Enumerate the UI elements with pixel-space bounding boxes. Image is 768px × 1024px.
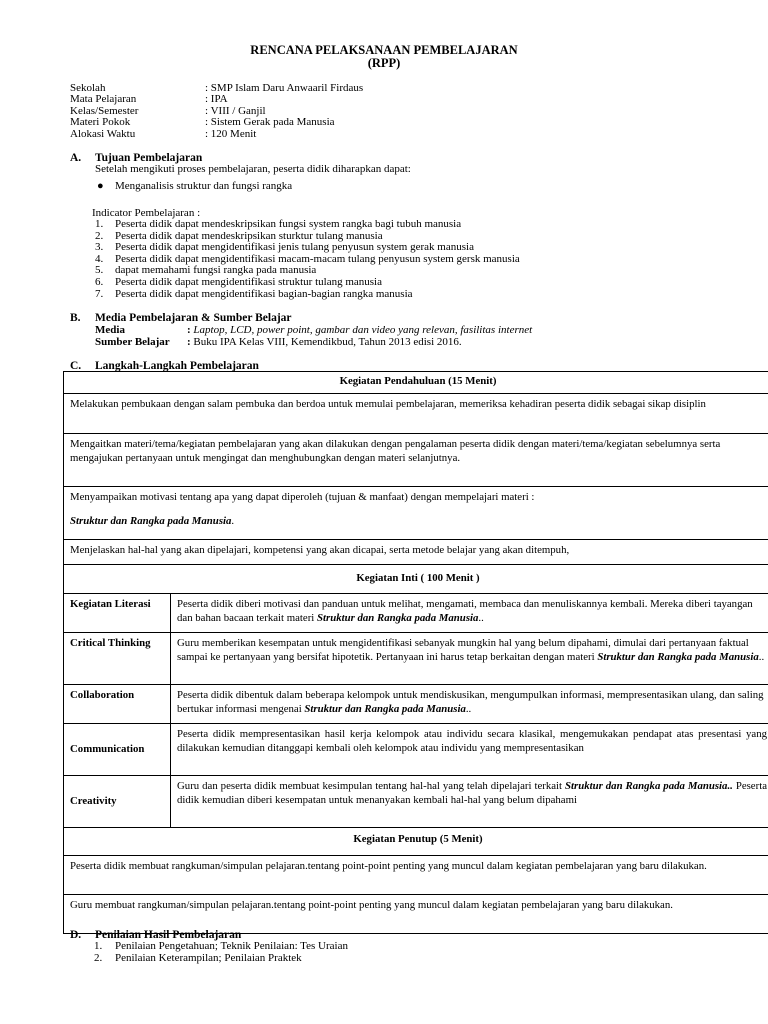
media-row: Media : Laptop, LCD, power point, gambar dan video yang relevan, fasilitas internet — [95, 324, 533, 336]
literasi-label: Kegiatan Literasi — [64, 594, 171, 633]
pendahuluan-step-4: Menjelaskan hal-hal yang akan dipelajari, kompetensi yang akan dicapai, serta metode belajar yang akan ditempuh, — [64, 540, 768, 565]
table-row — [64, 724, 768, 776]
table-row — [64, 372, 768, 394]
table-row — [64, 594, 768, 633]
table-row — [64, 487, 768, 540]
info-row-topic: Materi Pokok : Sistem Gerak pada Manusia — [70, 116, 335, 129]
table-row — [64, 540, 768, 565]
penutup-header: Kegiatan Penutup (5 Menit) — [64, 828, 768, 856]
learning-steps-table — [63, 371, 768, 934]
pendahuluan-header: Kegiatan Pendahuluan (15 Menit) — [64, 372, 768, 394]
source-row: Sumber Belajar : Buku IPA Kelas VIII, Kemendikbud, Tahun 2013 edisi 2016. — [95, 336, 462, 348]
pendahuluan-step-3: Menyampaikan motivasi tentang apa yang dapat diperoleh (tujuan & manfaat) dengan mempelajari materi : Struktur dan Rangka pada Manusia. — [64, 487, 768, 540]
list-item: 3. Peserta didik dapat mengidentifikasi jenis tulang penyusun system gerak manusia — [95, 241, 474, 254]
assessment-list — [94, 941, 348, 965]
list-item: 2. Peserta didik dapat mendeskripsikan sturktur tulang manusia — [95, 229, 383, 242]
bullet-dot-icon: ● — [97, 180, 104, 192]
critical-text: Guru memberikan kesempatan untuk mengidentifikasi sebanyak mungkin hal yang belum dipahami, dimulai dari pertanyaan faktual sampai ke pertanyaan yang bersifat hipotetik. Pertanyaan ini harus tetap berkaitan dengan materi Struktur dan Rangka pada Manusia.. — [171, 633, 768, 685]
table-row — [64, 856, 768, 895]
list-item: 4. Peserta didik dapat mengidentifikasi macam-macam tulang penyusun system gersk manusia — [95, 252, 520, 265]
penutup-step-1: Peserta didik membuat rangkuman/simpulan pelajaran.tentang point-point penting yang muncul dalam kegiatan pembelajaran yang baru dilakukan. — [64, 856, 768, 895]
table-row — [64, 685, 768, 724]
pendahuluan-step-2: Mengaitkan materi/tema/kegiatan pembelajaran yang akan dilakukan dengan pengalaman peserta didik dengan materi/tema/kegiatan sebelumnya serta mengajukan pertanyaan untuk mengingat dan menghubungkan dengan materi selanjutnya. — [64, 434, 768, 487]
info-row-subject: Mata Pelajaran : IPA — [70, 93, 228, 106]
info-row-time: Alokasi Waktu : 120 Menit — [70, 127, 257, 140]
list-item: 1. Peserta didik dapat mendeskripsikan fungsi system rangka bagi tubuh manusia — [95, 218, 462, 230]
table-row — [64, 434, 768, 487]
list-item: 6. Peserta didik dapat mengidentifikasi struktur tulang manusia — [95, 275, 382, 288]
penutup-step-2: Guru membuat rangkuman/simpulan pelajaran.tentang point-point penting yang muncul dalam kegiatan pembelajaran yang baru dilakukan. — [64, 895, 768, 934]
critical-label: Critical Thinking — [64, 633, 171, 685]
collab-text: Peserta didik dibentuk dalam beberapa kelompok untuk mendiskusikan, mengumpulkan informasi, mempresentasikan ulang, dan saling bertukar informasi mengenai Struktur dan Rangka pada Manusia.. — [171, 685, 768, 724]
section-c-heading: C. Langkah-Langkah Pembelajaran — [70, 360, 259, 372]
section-a-bullet: ● Menganalisis struktur dan fungsi rangka — [97, 180, 293, 192]
section-b-heading: B. Media Pembelajaran & Sumber Belajar — [70, 312, 292, 324]
literasi-text: Peserta didik diberi motivasi dan panduan untuk melihat, mengamati, membaca dan menuliskannya kembali. Mereka diberi tayangan dan bahan bacaan terkait materi Struktur dan Rangka pada Manusia.. — [171, 594, 768, 633]
section-a-intro: Setelah mengikuti proses pembelajaran, peserta didik diharapkan dapat: — [95, 163, 411, 175]
comm-label: Communication — [64, 724, 171, 776]
table-row — [64, 565, 768, 594]
inti-header: Kegiatan Inti ( 100 Menit ) — [64, 565, 768, 594]
list-item: 1. Penilaian Pengetahuan; Teknik Penilaian: Tes Uraian — [94, 940, 348, 952]
indicator-title: Indicator Pembelajaran : — [92, 207, 201, 219]
info-row-class: Kelas/Semester : VIII / Ganjil — [70, 104, 266, 117]
creat-label: Creativity — [64, 776, 171, 828]
table-row — [64, 394, 768, 434]
document-title: RENCANA PELAKSANAAN PEMBELAJARAN — [250, 43, 518, 57]
table-row — [64, 828, 768, 856]
indicator-list — [95, 219, 520, 300]
info-row-school: Sekolah : SMP Islam Daru Anwaaril Firdaus — [70, 82, 364, 94]
comm-text: Peserta didik mempresentasikan hasil kerja kelompok atau individu secara klasikal, mengemukakan pendapat atas presentasi yang dilakukan kemudian ditanggapi kembali oleh kelompok atau individu yang mempresentasikan — [171, 724, 768, 776]
collab-label: Collaboration — [64, 685, 171, 724]
table-row — [64, 776, 768, 828]
identity-block — [70, 83, 363, 140]
list-item: 7. Peserta didik dapat mengidentifikasi bagian-bagian rangka manusia — [95, 287, 413, 300]
table-row — [64, 633, 768, 685]
list-item: 2. Penilaian Keterampilan; Penilaian Praktek — [94, 951, 302, 964]
list-item: 5. dapat memahami fungsi rangka pada manusia — [95, 264, 317, 277]
document-subtitle: (RPP) — [367, 56, 401, 70]
pendahuluan-step-1: Melakukan pembukaan dengan salam pembuka dan berdoa untuk memulai pembelajaran, memeriksa kehadiran peserta didik sebagai sikap disiplin — [64, 394, 768, 434]
section-d-heading: D. Penilaian Hasil Pembelajaran — [70, 929, 242, 941]
creat-text: Guru dan peserta didik membuat kesimpulan tentang hal-hal yang telah dipelajari terkait Struktur dan Rangka pada Manusia.. Peserta didik kemudian diberi kesempatan untuk menanyakan kembali hal-hal yang belum dipahami — [171, 776, 768, 828]
section-a-heading: A. Tujuan Pembelajaran — [70, 152, 203, 164]
